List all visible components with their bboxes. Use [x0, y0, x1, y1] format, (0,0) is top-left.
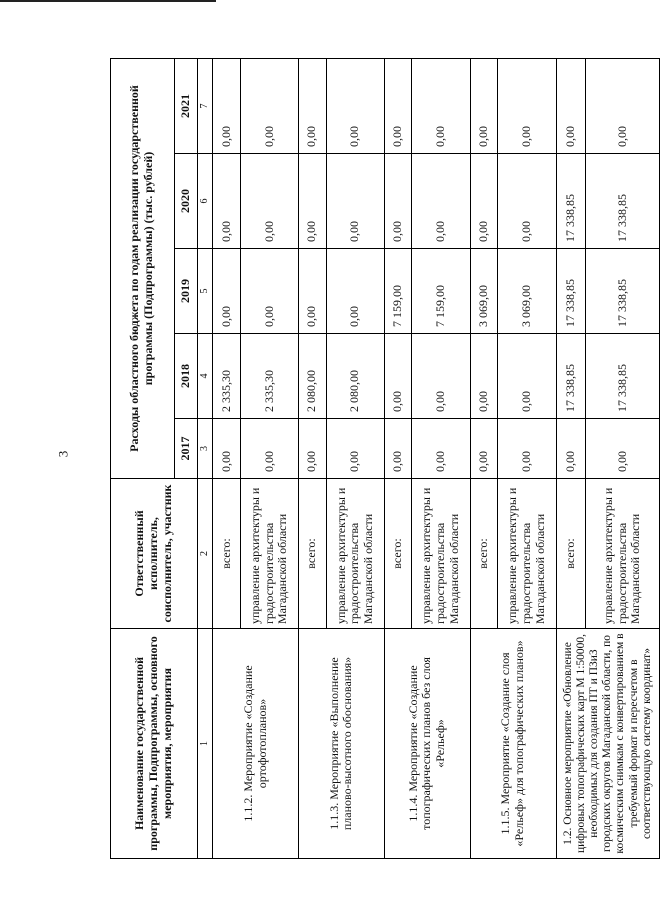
executor-value: 17 338,85 [586, 154, 660, 249]
total-value: 17 338,85 [556, 334, 586, 419]
total-value: 0,00 [470, 58, 498, 153]
total-value: 3 069,00 [470, 249, 498, 334]
executor-value: 2 335,30 [240, 334, 298, 419]
total-value: 2 080,00 [299, 334, 327, 419]
total-value: 0,00 [556, 58, 586, 153]
total-value: 0,00 [213, 419, 241, 479]
header-name: Наименование государственной программы, Подпрограммы, основного мероприятия, мероприятия [111, 629, 198, 859]
total-label: всего: [470, 479, 498, 629]
executor-value: 17 338,85 [586, 334, 660, 419]
year-header: 2019 [174, 249, 197, 334]
column-number: 1 [197, 629, 212, 859]
budget-table [110, 58, 660, 859]
total-value: 0,00 [384, 334, 412, 419]
executor-name: управление архитектуры и градостроительства Магаданской области [412, 479, 470, 629]
column-number: 6 [197, 154, 212, 249]
executor-value: 3 069,00 [498, 249, 556, 334]
column-number: 5 [197, 249, 212, 334]
executor-value: 0,00 [586, 58, 660, 153]
executor-value: 0,00 [498, 419, 556, 479]
executor-value: 0,00 [412, 154, 470, 249]
total-label: всего: [213, 479, 241, 629]
total-value: 0,00 [384, 419, 412, 479]
executor-name: управление архитектуры и градостроительства Магаданской области [586, 479, 660, 629]
total-value: 0,00 [556, 419, 586, 479]
total-value: 2 335,30 [213, 334, 241, 419]
total-value: 0,00 [299, 154, 327, 249]
total-value: 0,00 [470, 154, 498, 249]
executor-name: управление архитектуры и градостроительства Магаданской области [326, 479, 384, 629]
executor-value: 7 159,00 [412, 249, 470, 334]
executor-value: 0,00 [326, 419, 384, 479]
total-value: 0,00 [470, 334, 498, 419]
total-value: 0,00 [213, 154, 241, 249]
year-header: 2020 [174, 154, 197, 249]
column-number: 2 [197, 479, 212, 629]
total-value: 0,00 [384, 154, 412, 249]
total-value: 0,00 [470, 419, 498, 479]
total-value: 7 159,00 [384, 249, 412, 334]
column-number: 4 [197, 334, 212, 419]
executor-value: 2 080,00 [326, 334, 384, 419]
total-label: всего: [299, 479, 327, 629]
total-value: 0,00 [299, 249, 327, 334]
executor-value: 0,00 [240, 249, 298, 334]
total-value: 0,00 [213, 249, 241, 334]
row-name: 1.1.5. Мероприятие «Создание слоя «Рельеф» для топографических планов» [470, 629, 556, 859]
executor-value: 17 338,85 [586, 249, 660, 334]
executor-value: 0,00 [326, 154, 384, 249]
header-budget: Расходы областного бюджета по годам реализации государственной программы (Подпрограммы) (тыс. рублей) [111, 58, 175, 478]
executor-name: управление архитектуры и градостроительства Магаданской области [240, 479, 298, 629]
executor-value: 0,00 [240, 58, 298, 153]
top-rule [0, 0, 216, 2]
executor-value: 0,00 [326, 249, 384, 334]
rotated-table-wrapper [110, 59, 660, 859]
total-value: 17 338,85 [556, 154, 586, 249]
row-name: 1.1.2. Мероприятие «Создание ортофотопланов» [213, 629, 299, 859]
column-number: 3 [197, 419, 212, 479]
page-number: 3 [55, 450, 71, 458]
executor-value: 0,00 [240, 419, 298, 479]
executor-value: 0,00 [498, 58, 556, 153]
executor-value: 0,00 [498, 154, 556, 249]
total-value: 0,00 [299, 58, 327, 153]
year-header: 2018 [174, 334, 197, 419]
year-header: 2017 [174, 419, 197, 479]
total-value: 0,00 [384, 58, 412, 153]
executor-value: 0,00 [412, 58, 470, 153]
total-label: всего: [384, 479, 412, 629]
executor-value: 0,00 [498, 334, 556, 419]
executor-value: 0,00 [240, 154, 298, 249]
year-header: 2021 [174, 58, 197, 153]
executor-value: 0,00 [326, 58, 384, 153]
executor-value: 0,00 [412, 419, 470, 479]
total-label: всего: [556, 479, 586, 629]
header-executor: Ответственный исполнитель, соисполнитель, участник [111, 479, 198, 629]
executor-name: управление архитектуры и градостроительства Магаданской области [498, 479, 556, 629]
executor-value: 0,00 [412, 334, 470, 419]
total-value: 0,00 [213, 58, 241, 153]
row-name: 1.2. Основное мероприятие «Обновление цифровых топографических карт М 1:50000, необходимых для создания ПТ и ПЗиЗ городских округов Магаданской области, по космическим снимкам с конвертированием в требуемый формат и пересчетом в соответствующую систему координат» [556, 629, 659, 859]
total-value: 17 338,85 [556, 249, 586, 334]
column-number: 7 [197, 58, 212, 153]
executor-value: 0,00 [586, 419, 660, 479]
row-name: 1.1.4. Мероприятие «Создание топографических планов без слоя «Рельеф» [384, 629, 470, 859]
total-value: 0,00 [299, 419, 327, 479]
row-name: 1.1.3. Мероприятие «Выполнение планово-высотного обоснования» [299, 629, 385, 859]
